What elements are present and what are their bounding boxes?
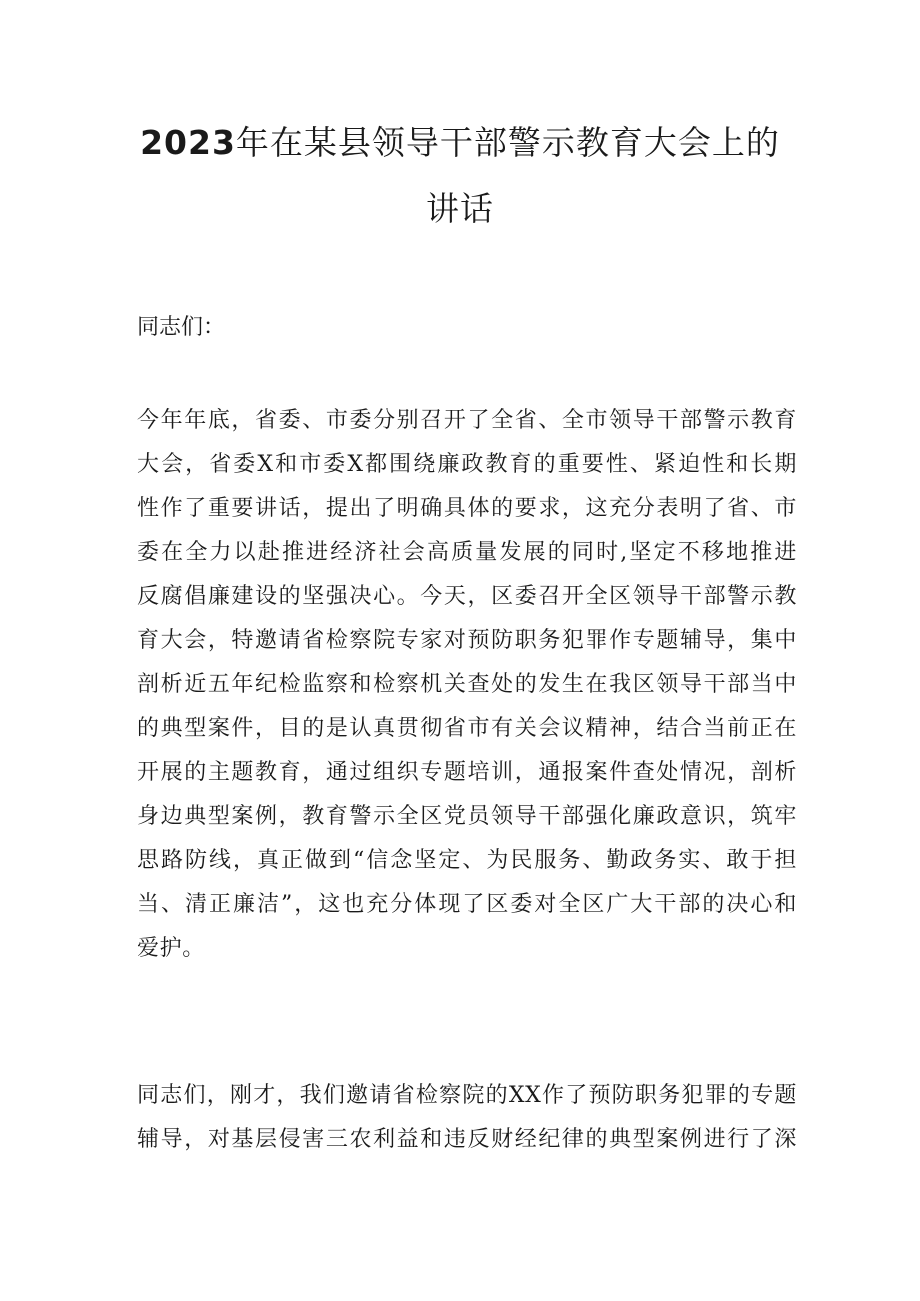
paragraph-line: 开展的主题教育，通过组织专题培训，通报案件查处情况，剖析	[137, 760, 797, 785]
title-year: 2023	[140, 123, 236, 162]
paragraph-line: 育大会，特邀请省检察院专家对预防职务犯罪作专题辅导，集中	[137, 628, 797, 653]
paragraph-line: 委在全力以赴推进经济社会高质量发展的同时,坚定不移地推进	[137, 540, 797, 565]
paragraph-line: 剖析近五年纪检监察和检察机关查处的发生在我区领导干部当中	[137, 672, 797, 697]
title-text: 年在某县领导干部警示教育大会上的	[235, 123, 780, 162]
title-line-2: 讲话	[426, 189, 494, 228]
paragraph-line: 爱护。	[137, 936, 205, 961]
paragraph-line: 性作了重要讲话，提出了明确具体的要求，这充分表明了省、市	[137, 496, 797, 521]
paragraph-line: 辅导，对基层侵害三农利益和违反财经纪律的典型案例进行了深	[137, 1127, 797, 1152]
document-title	[120, 110, 800, 242]
paragraph-line: 的典型案件，目的是认真贯彻省市有关会议精神，结合当前正在	[137, 716, 797, 741]
paragraph-1	[137, 399, 797, 971]
title-line-1	[140, 123, 780, 162]
paragraph-2	[137, 1074, 797, 1162]
paragraph-line: 当、清正廉洁”，这也充分体现了区委对全区广大干部的决心和	[137, 892, 797, 917]
paragraph-line: 身边典型案例，教育警示全区党员领导干部强化廉政意识，筑牢	[137, 804, 797, 829]
paragraph-line: 大会，省委X和市委X都围绕廉政教育的重要性、紧迫性和长期	[137, 452, 797, 477]
greeting: 同志们：	[137, 315, 226, 340]
paragraph-line: 今年年底，省委、市委分别召开了全省、全市领导干部警示教育	[137, 408, 797, 433]
paragraph-line: 思路防线，真正做到“信念坚定、为民服务、勤政务实、敢于担	[137, 848, 797, 873]
paragraph-line: 同志们，刚才，我们邀请省检察院的XX作了预防职务犯罪的专题	[137, 1083, 797, 1108]
paragraph-line: 反腐倡廉建设的坚强决心。今天，区委召开全区领导干部警示教	[137, 584, 797, 609]
